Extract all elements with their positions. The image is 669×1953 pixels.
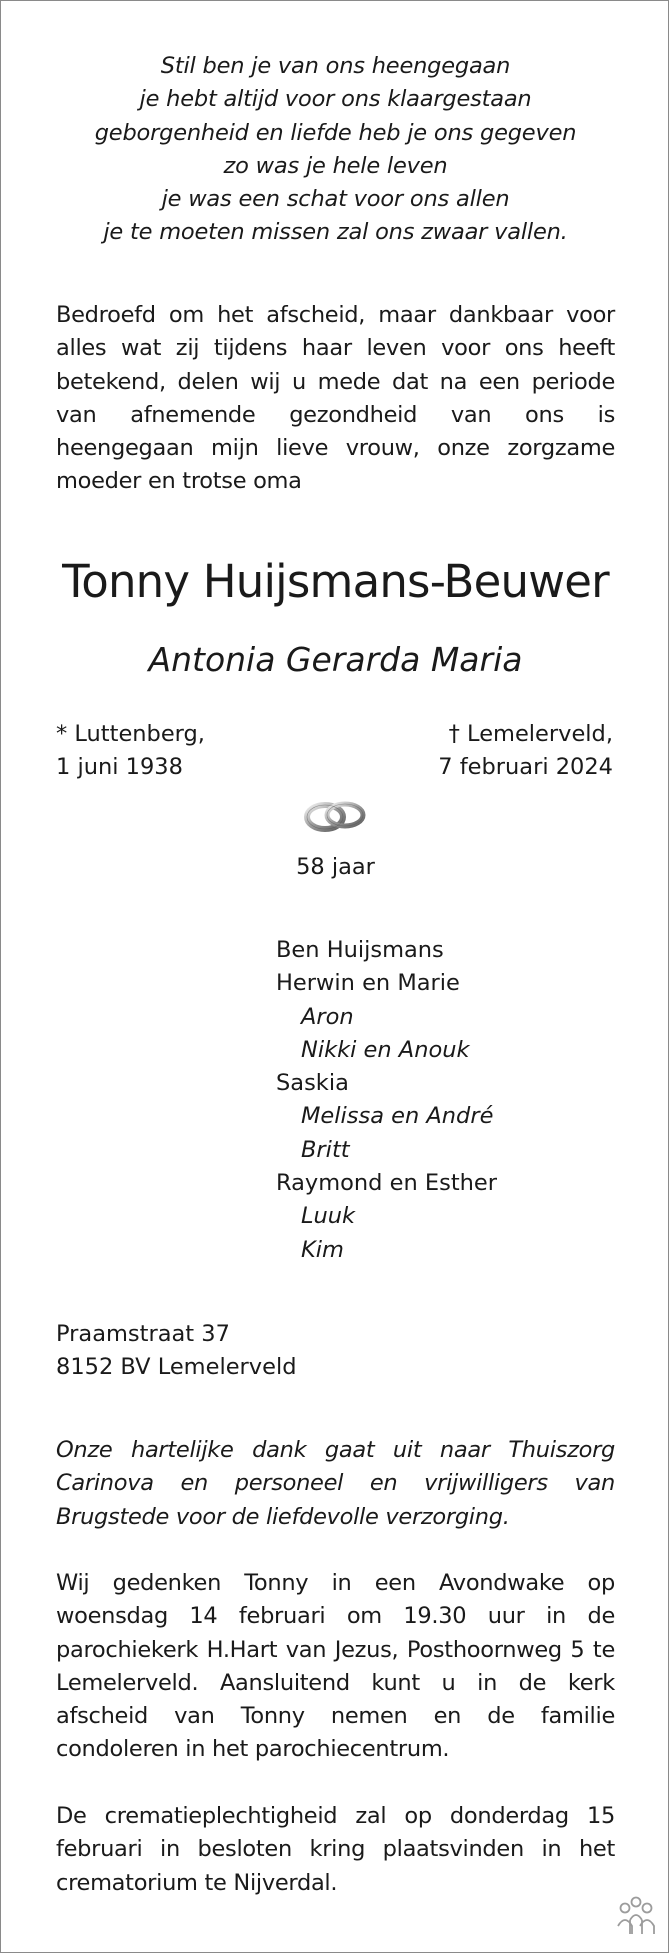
child: Saskia bbox=[276, 1070, 349, 1097]
poem-line: je hebt altijd voor ons klaargestaan bbox=[139, 86, 532, 113]
spouse: Ben Huijsmans bbox=[276, 937, 444, 963]
grandchild: Aron bbox=[301, 1003, 354, 1030]
poem-line: je te moeten missen zal ons zwaar vallen. bbox=[103, 219, 568, 246]
wake-text: Wij gedenken Tonny in een Avondwake op woensdag 14 februari om 19.30 uur in de parochiekerk H.Hart van Jezus, Posthoornweg 5 te Lemelerveld. Aansluitend kunt u in de kerk afscheid van Tonny nemen en de familie condoleren in het parochiecentrum. bbox=[56, 1570, 615, 1763]
birth-place: * Luttenberg, bbox=[56, 721, 205, 747]
child: Herwin en Marie bbox=[276, 970, 460, 997]
address-city: 8152 BV Lemelerveld bbox=[56, 1354, 297, 1381]
poem-line: Stil ben je van ons heengegaan bbox=[160, 53, 511, 79]
grandchild: Luuk bbox=[301, 1203, 356, 1230]
grandchild: Kim bbox=[301, 1236, 344, 1263]
address-street: Praamstraat 37 bbox=[56, 1321, 230, 1347]
birth-info bbox=[56, 718, 205, 785]
grandchild: Nikki en Anouk bbox=[301, 1036, 470, 1063]
family-group-logo-icon bbox=[613, 1896, 659, 1940]
poem-line: je was een schat voor ons allen bbox=[161, 186, 510, 213]
poem bbox=[1, 50, 669, 250]
death-place: † Lemelerveld, bbox=[448, 721, 613, 747]
cremation-text: De crematieplechtigheid zal op donderdag 15 februari in besloten kring plaatsvinden in het crematorium te Nijverdal. bbox=[56, 1803, 615, 1896]
family-list bbox=[276, 934, 497, 1267]
thanks-text: Onze hartelijke dank gaat uit naar Thuiszorg Carinova en personeel en vrijwilligers van Brugstede voor de liefdevolle verzorging. bbox=[56, 1437, 615, 1530]
death-date: 7 februari 2024 bbox=[438, 754, 613, 781]
poem-line: zo was je hele leven bbox=[223, 152, 448, 179]
marriage-years: 58 jaar bbox=[296, 854, 375, 880]
grandchild: Britt bbox=[301, 1136, 350, 1163]
grandchild: Melissa en André bbox=[301, 1103, 494, 1130]
wedding-rings-icon bbox=[301, 795, 371, 839]
death-info bbox=[438, 718, 613, 785]
announcement-text: Bedroefd om het afscheid, maar dankbaar voor alles wat zij tijdens haar leven voor ons heeft betekend, delen wij u mede dat na een periode van afnemende gezondheid van ons is heengegaan mijn lieve vrouw, onze zorgzame moeder en trotse oma bbox=[56, 302, 615, 495]
poem-line: geborgenheid en liefde heb je ons gegeven bbox=[94, 119, 577, 146]
given-names: Antonia Gerarda Maria bbox=[148, 640, 523, 679]
birth-date: 1 juni 1938 bbox=[56, 754, 183, 781]
child: Raymond en Esther bbox=[276, 1170, 497, 1197]
address bbox=[56, 1318, 296, 1385]
deceased-name: Tonny Huijsmans-Beuwer bbox=[62, 555, 609, 608]
